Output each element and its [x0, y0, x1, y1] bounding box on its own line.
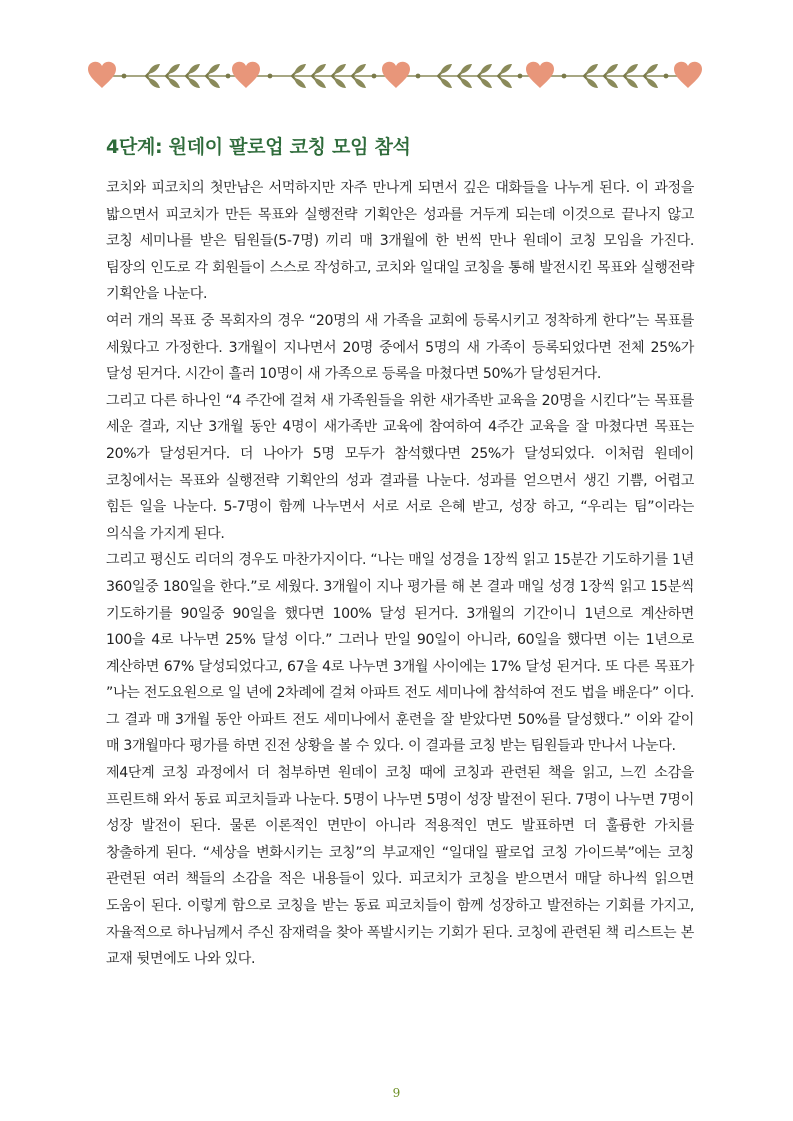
section-title: 4단계: 원데이 팔로업 코칭 모임 참석: [106, 136, 411, 158]
page-number: 9: [392, 1086, 401, 1100]
decorative-vine-border: [88, 56, 704, 96]
paragraph: 코치와 피코치의 첫만남은 서먹하지만 자주 만나게 되면서 깊은 대화들을 나누게 된다. 이 과정을 밟으면서 피코치가 만든 목표와 실행전략 기획안은 성과를 거두게 되는데 이것으로 끝나지 않고 코칭 세미나를 받은 팀원들(5-7명) 끼리 매 3개월에 한 번씩 만나 원데이 코칭 모임을 가진다. 팀장의 인도로 각 회원들이 스스로 작성하고, 코치와 일대일 코칭을 통해 발전시킨 목표와 실행전략 기획안을 나눈다.: [106, 180, 694, 303]
paragraph: 제4단계 코칭 과정에서 더 첨부하면 원데이 코칭 때에 코칭과 관련된 책을 읽고, 느낀 소감을 프린트해 와서 동료 피코치들과 나눈다. 5명이 나누면 5명이 성장 발전이 된다. 7명이 나누면 7명이 성장 발전이 된다. 물론 이론적인 면만이 아니라 적용적인 면도 발표하면 더 훌륭한 가치를 창출하게 된다. “세상을 변화시키는 코칭”의 부교재인 “일대일 팔로업 코칭 가이드북”에는 코칭 관련된 여러 책들의 소감을 적은 내용들이 있다. 피코치가 코칭을 받으면서 매달 하나씩 읽으면 도움이 된다. 이렇게 함으로 코칭을 받는 동료 피코치들이 함께 성장하고 발전하는 기회를 가지고, 자율적으로 하나님께서 주신 잠재력을 찾아 폭발시키는 기회가 된다. 코칭에 관련된 책 리스트는 본 교재 뒷면에도 나와 있다.: [106, 765, 694, 968]
paragraph: 그리고 다른 하나인 “4 주간에 걸쳐 새 가족원들을 위한 새가족반 교육을 20명을 시킨다”는 목표를 세운 결과, 지난 3개월 동안 4명이 새가족반 교육에 참여하여 4주간 교육을 잘 마쳤다면 목표는 20%가 달성된거다. 더 나아가 5명 모두가 참석했다면 25%가 달성되었다. 이처럼 원데이 코칭에서는 목표와 실행전략 기획안의 성과 결과를 나눈다. 성과를 얻으면서 생긴 기쁨, 어렵고 힘든 일을 나눈다. 5-7명이 함께 나누면서 서로 서로 은혜 받고, 성장 하고, “우리는 팀”이라는 의식을 가지게 된다.: [106, 392, 694, 542]
paragraph: 여러 개의 목표 중 목회자의 경우 “20명의 새 가족을 교회에 등록시키고 정착하게 한다”는 목표를 세웠다고 가정한다. 3개월이 지나면서 20명 중에서 5명의 새 가족이 등록되었다면 전체 25%가 달성 된거다. 시간이 흘러 10명이 새 가족으로 등록을 마쳤다면 50%가 달성된거다.: [106, 312, 694, 383]
body-text: [106, 175, 694, 973]
paragraph: 그리고 평신도 리더의 경우도 마찬가지이다. “나는 매일 성경을 1장씩 읽고 15분간 기도하기를 1년 360일중 180일을 한다.”로 세웠다. 3개월이 지나 평가를 해 본 결과 매일 성경 1장씩 읽고 15분씩 기도하기를 90일중 90일을 했다면 100% 달성 된거다. 3개월의 기간이니 1년으로 계산하면 100을 4로 나누면 25% 달성 이다.” 그러나 만일 90일이 아니라, 60일을 했다면 이는 1년으로 계산하면 67% 달성되었다고, 67을 4로 나누면 3개월 사이에는 17% 달성 된거다. 또 다른 목표가 ”나는 전도요원으로 일 년에 2차례에 걸쳐 아파트 전도 세미나에 참석하여 전도 법을 배운다” 이다. 그 결과 매 3개월 동안 아파트 전도 세미나에서 훈련을 잘 받았다면 50%를 달성했다.” 이와 같이 매 3개월마다 평가를 하면 진전 상황을 볼 수 있다. 이 결과를 코칭 받는 팀원들과 만나서 나눈다.: [106, 552, 694, 755]
